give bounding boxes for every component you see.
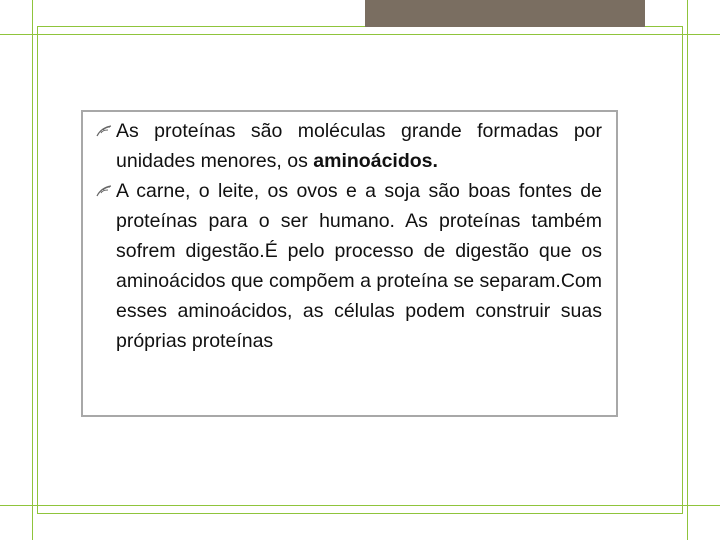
bullet-item <box>116 116 602 176</box>
leaf-bullet-icon <box>96 185 112 197</box>
left-accent-line <box>32 0 33 540</box>
bullet-list <box>116 116 602 356</box>
bullet-text: A carne, o leite, os ovos e a soja são boas fontes de proteínas para o ser humano. As proteínas também sofrem digestão.É pelo processo de digestão que os aminoácidos que compõem a proteína se separam.Com esses aminoácidos, as células podem construir suas próprias proteínas <box>116 180 602 352</box>
title-tab <box>365 0 645 27</box>
top-accent-line <box>0 34 720 35</box>
bullet-text: As proteínas são moléculas grande formadas por unidades menores, os <box>116 120 602 172</box>
bullet-item <box>116 176 602 356</box>
bottom-accent-line <box>0 505 720 506</box>
right-accent-line <box>687 0 688 540</box>
leaf-bullet-icon <box>96 125 112 137</box>
bullet-emphasis: aminoácidos. <box>313 150 438 172</box>
